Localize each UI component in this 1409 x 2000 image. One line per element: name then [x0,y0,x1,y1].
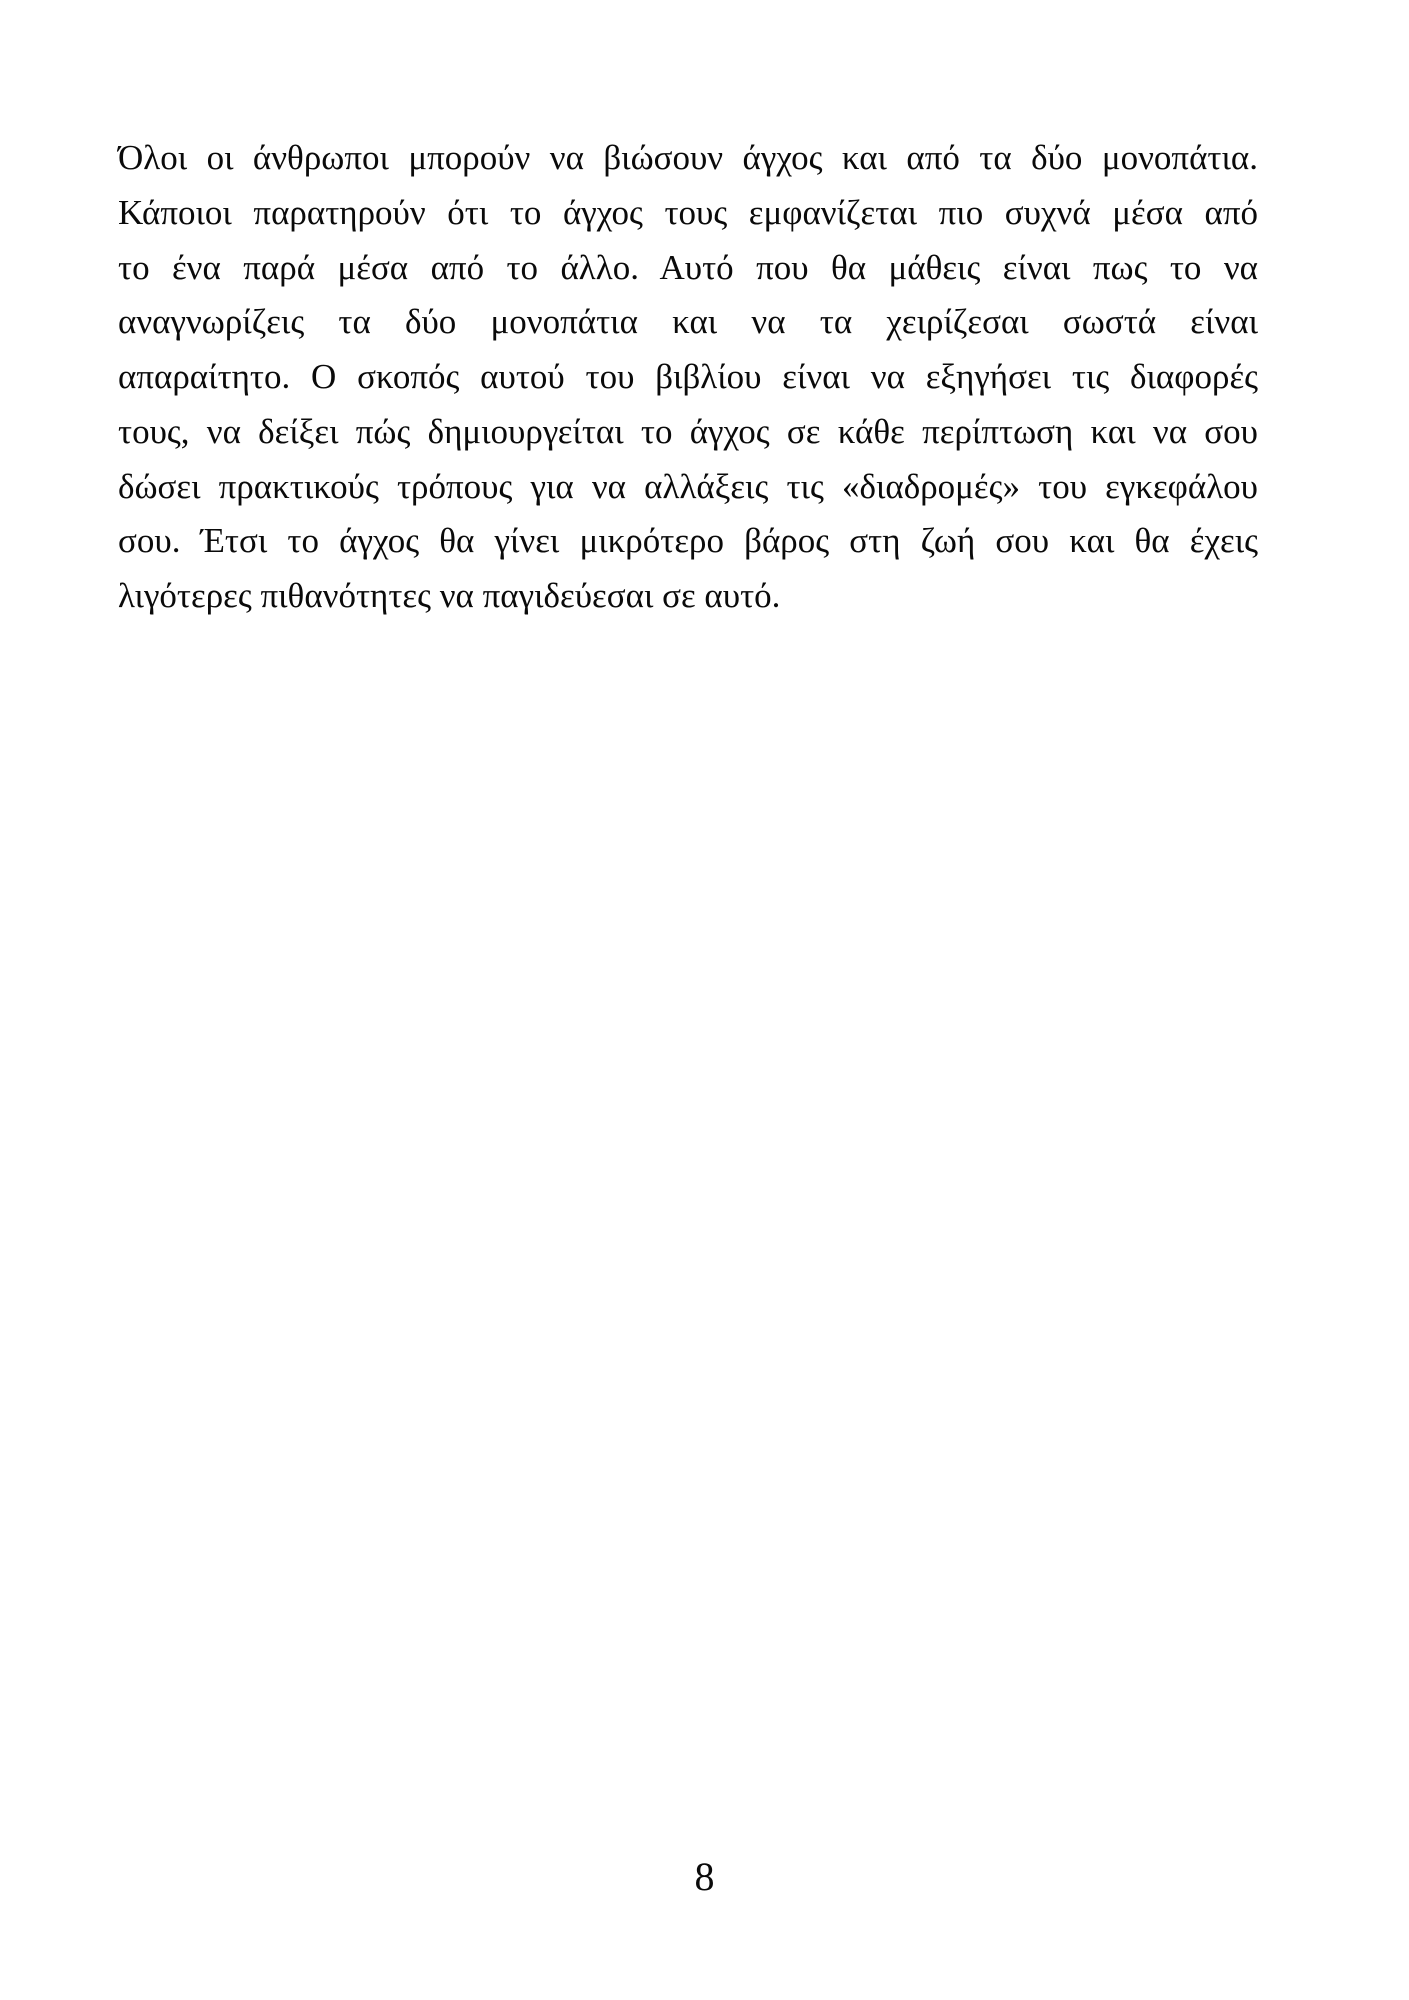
body-paragraph [118,131,1258,624]
paragraph-line: Όλοι οι άνθρωποι μπορούν να βιώσουν άγχος και από τα δύο μονοπάτια. [118,138,1258,177]
paragraph-line: σου. Έτσι το άγχος θα γίνει μικρότερο βάρος στη ζωή σου και θα έχεις [118,521,1258,561]
paragraph-line: το ένα παρά μέσα από το άλλο. Αυτό που θα μάθεις είναι πως το να [118,247,1258,287]
paragraph-line: λιγότερες πιθανότητες να παγιδεύεσαι σε αυτό. [118,576,781,615]
paragraph-line: τους, να δείξει πώς δημιουργείται το άγχος σε κάθε περίπτωση και να σου [118,411,1258,451]
paragraph-line: αναγνωρίζεις τα δύο μονοπάτια και να τα χειρίζεσαι σωστά είναι [118,302,1258,342]
paragraph-line: Κάποιοι παρατηρούν ότι το άγχος τους εμφανίζεται πιο συχνά μέσα από [118,192,1258,232]
page-number: 8 [694,1854,715,1899]
paragraph-line: απαραίτητο. Ο σκοπός αυτού του βιβλίου είναι να εξηγήσει τις διαφορές [118,357,1258,396]
paragraph-line: δώσει πρακτικούς τρόπους για να αλλάξεις τις «διαδρομές» του εγκεφάλου [118,466,1258,506]
